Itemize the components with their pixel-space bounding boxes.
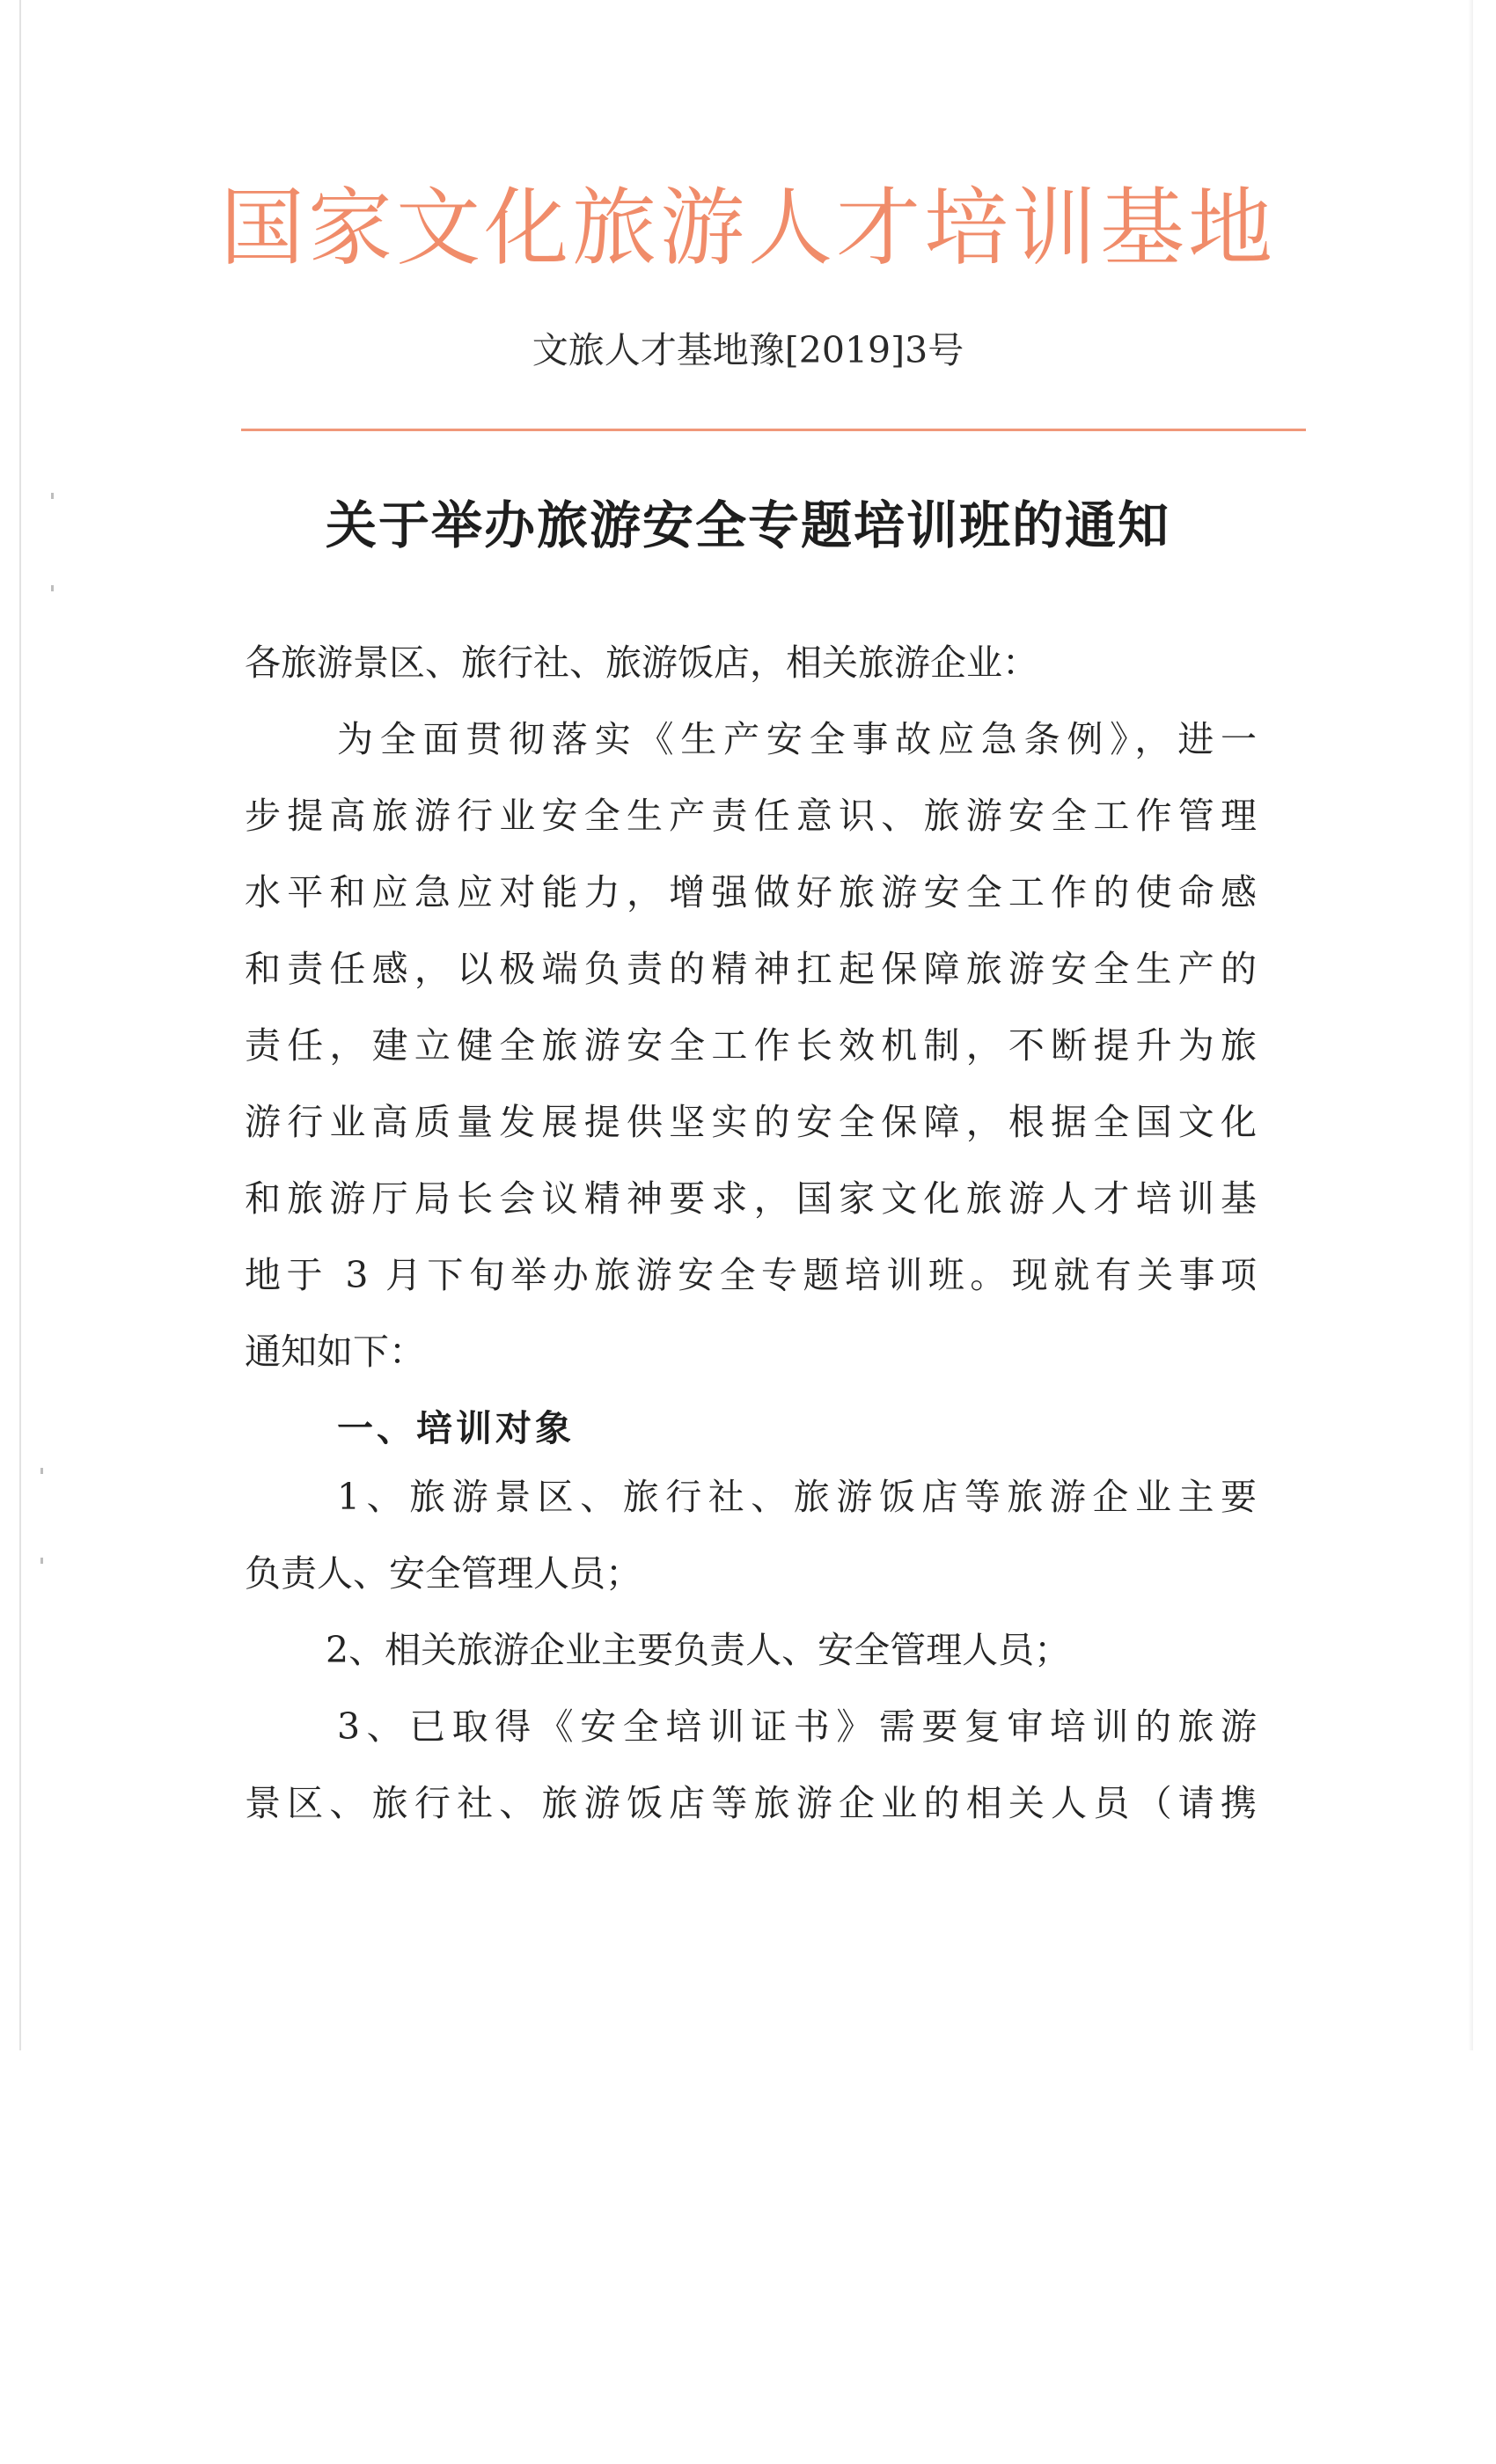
intro-line: 和责任感，以极端负责的精神扛起保障旅游安全生产的	[245, 948, 1257, 990]
header-divider	[241, 429, 1306, 431]
list-item: 3、已取得《安全培训证书》需要复审培训的旅游	[337, 1705, 1257, 1748]
document-number: 文旅人才基地豫[2019]3号	[532, 329, 964, 371]
intro-line: 步提高旅游行业安全生产责任意识、旅游安全工作管理	[245, 795, 1257, 837]
intro-line: 和旅游厅局长会议精神要求，国家文化旅游人才培训基	[245, 1177, 1257, 1220]
notice-title: 关于举办旅游安全专题培训班的通知	[325, 495, 1170, 555]
page-edge-shadow	[1468, 0, 1473, 2050]
scan-speck	[40, 1558, 43, 1564]
scan-speck	[51, 585, 54, 591]
list-item: 1、旅游景区、旅行社、旅游饭店等旅游企业主要	[337, 1476, 1257, 1518]
organization-title: 国家文化旅游人才培训基地	[220, 179, 1276, 277]
intro-line: 为全面贯彻落实《生产安全事故应急条例》，进一	[337, 718, 1257, 760]
intro-line: 水平和应急应对能力，增强做好旅游安全工作的使命感	[245, 871, 1257, 913]
scan-speck	[40, 1468, 43, 1474]
list-item: 2、相关旅游企业主要负责人、安全管理人员；	[326, 1629, 1071, 1671]
salutation: 各旅游景区、旅行社、旅游饭店，相关旅游企业：	[245, 642, 1038, 684]
intro-line: 通知如下：	[245, 1331, 425, 1373]
list-item: 景区、旅行社、旅游饭店等旅游企业的相关人员（请携	[245, 1782, 1257, 1824]
intro-line: 地于 3 月下旬举办旅游安全专题培训班。现就有关事项	[245, 1254, 1257, 1296]
intro-line: 责任，建立健全旅游安全工作长效机制，不断提升为旅	[245, 1024, 1257, 1067]
section-heading: 一、培训对象	[337, 1407, 575, 1449]
list-item: 负责人、安全管理人员；	[245, 1552, 642, 1595]
intro-line: 游行业高质量发展提供坚实的安全保障，根据全国文化	[245, 1101, 1257, 1143]
